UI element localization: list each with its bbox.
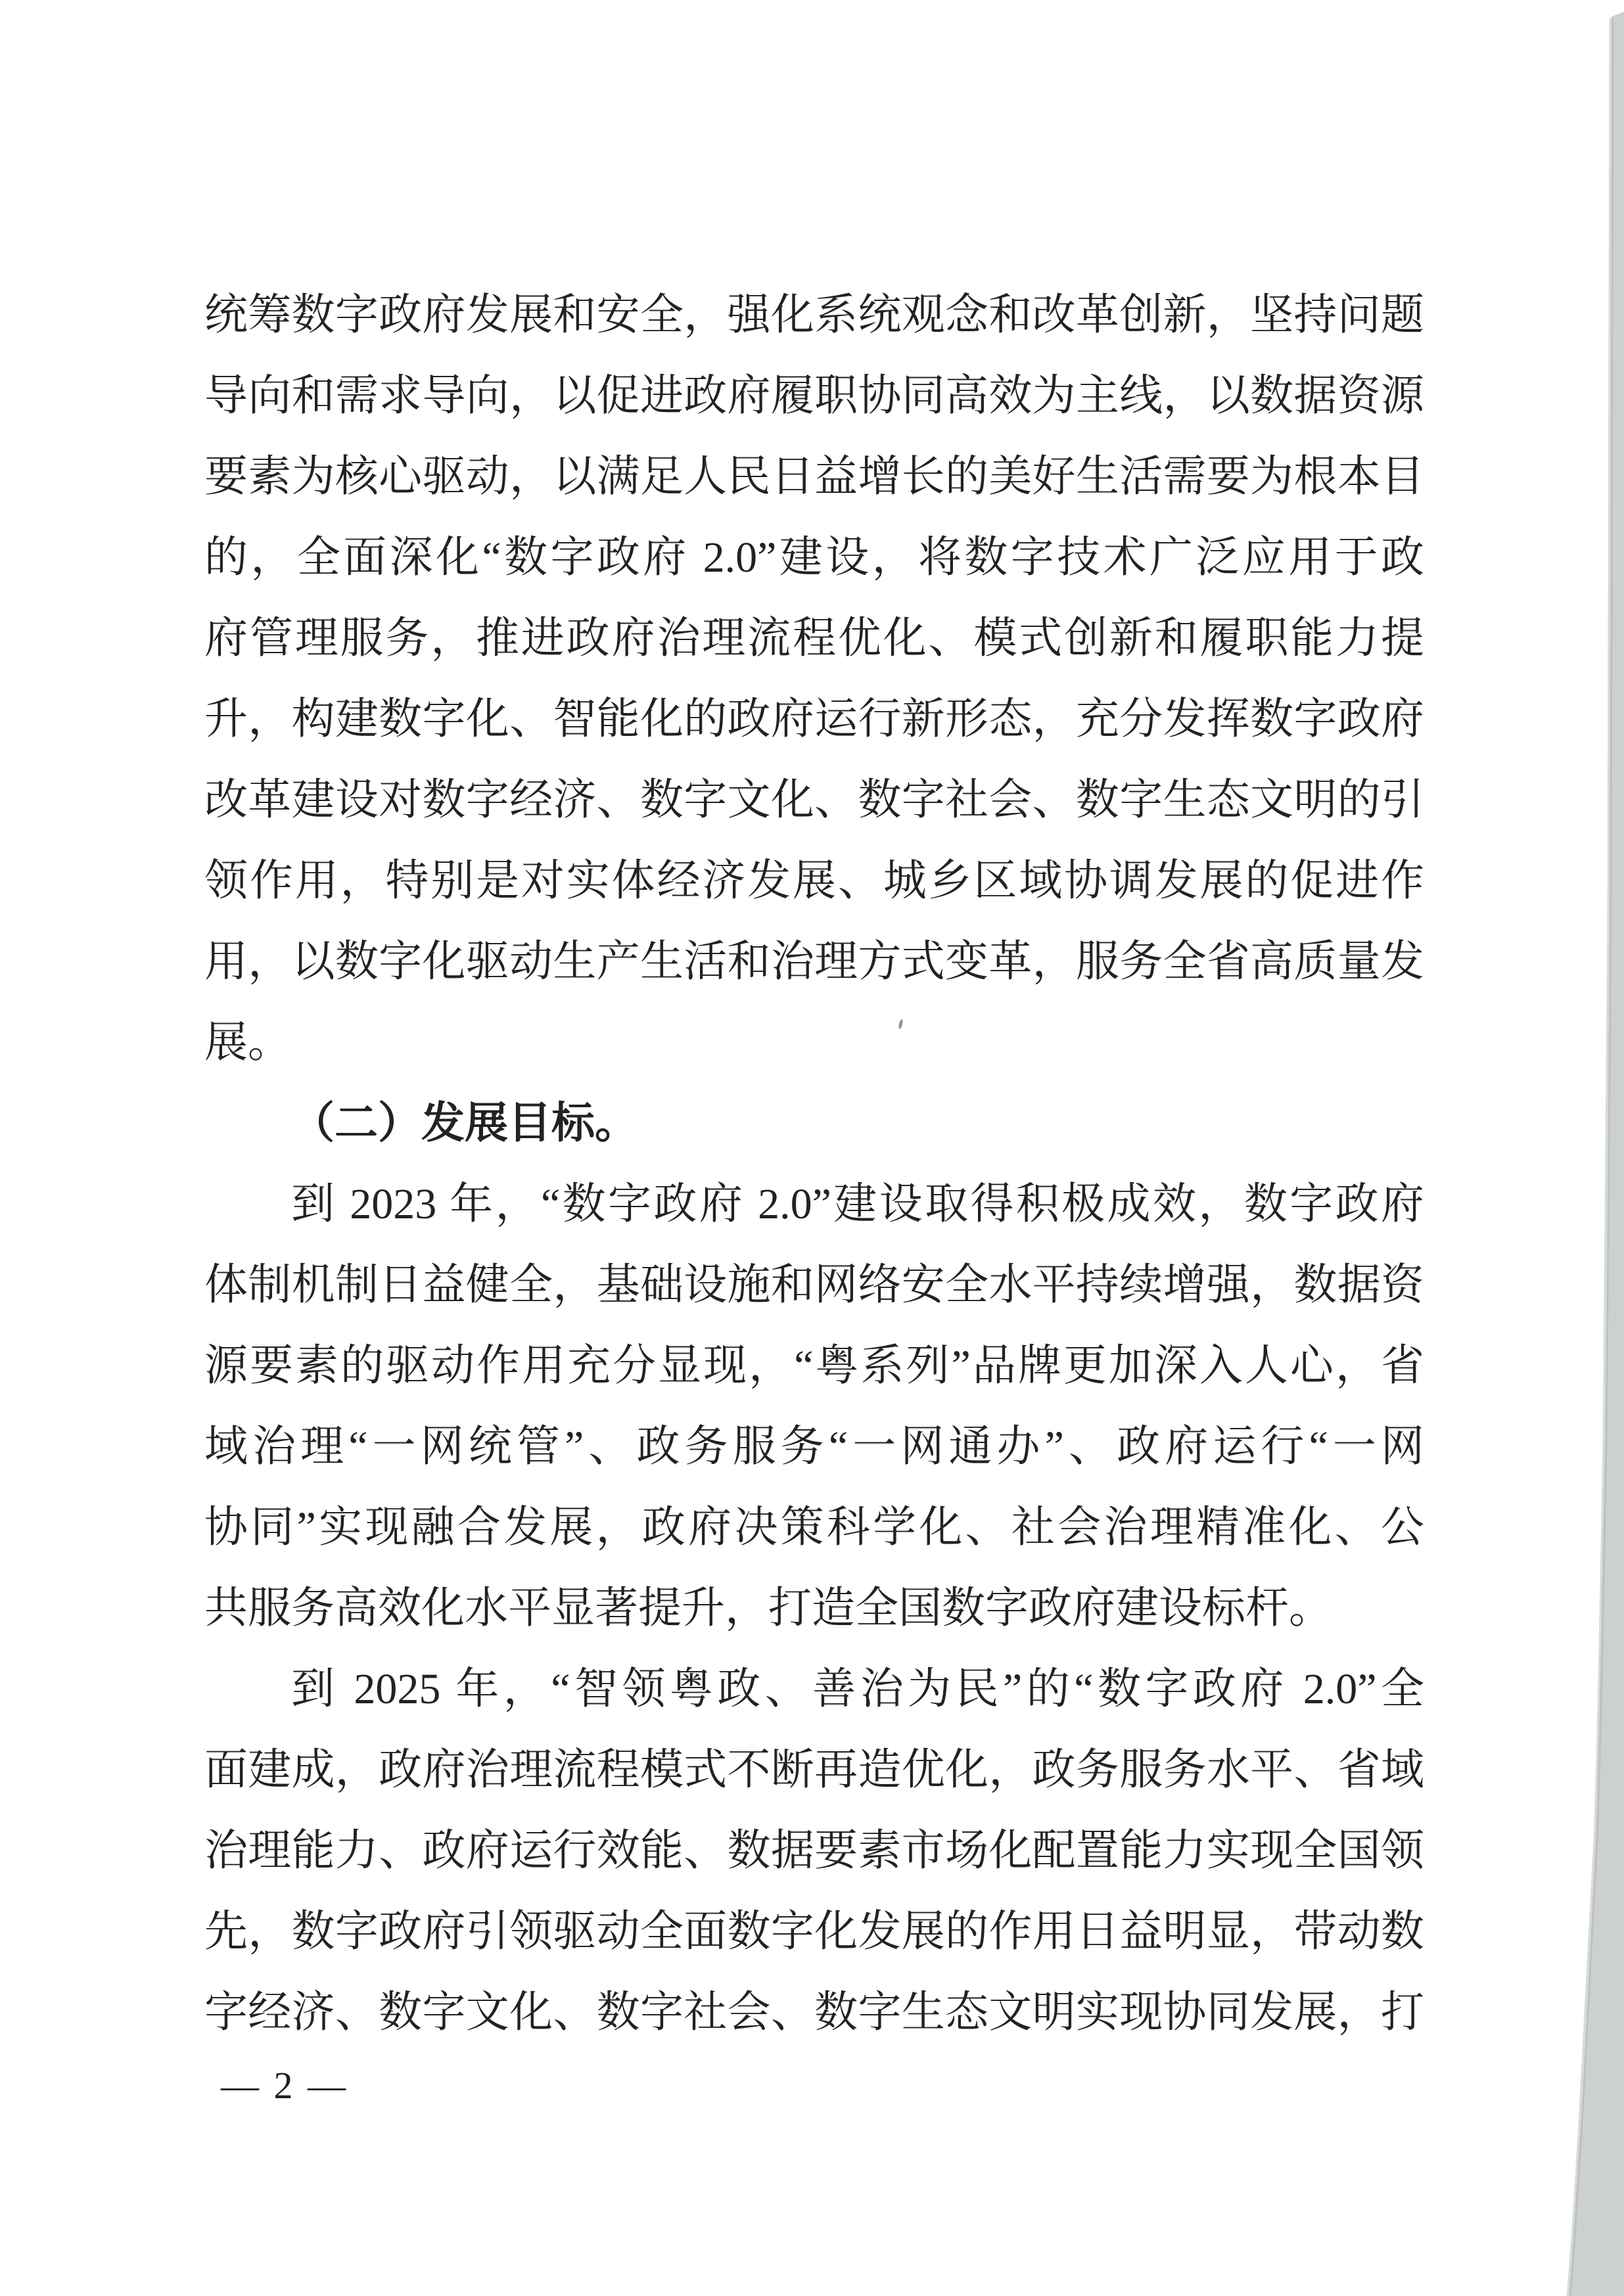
text-line: 源要素的驱动作用充分显现，“粤系列”品牌更加深入人心，省	[204, 1342, 1424, 1390]
text-line: 导向和需求导向，以促进政府履职协同高效为主线，以数据资源	[204, 372, 1424, 420]
text-line: 字经济、数字文化、数字社会、数字生态文明实现协同发展，打	[204, 1988, 1424, 2036]
text-line: 的，全面深化“数字政府 2.0”建设，将数字技术广泛应用于政	[204, 534, 1424, 582]
text-line: 体制机制日益健全，基础设施和网络安全水平持续增强，数据资	[204, 1261, 1424, 1309]
section-heading: （二）发展目标。	[291, 1099, 638, 1147]
text-line: 升，构建数字化、智能化的政府运行新形态，充分发挥数字政府	[204, 695, 1424, 743]
text-line: 展。	[204, 1019, 291, 1067]
text-line: 先，数字政府引领驱动全面数字化发展的作用日益明显，带动数	[204, 1908, 1424, 1956]
text-line: 要素为核心驱动，以满足人民日益增长的美好生活需要为根本目	[204, 453, 1424, 501]
text-line: 协同”实现融合发展，政府决策科学化、社会治理精准化、公	[204, 1504, 1424, 1551]
text-line: 用，以数字化驱动生产生活和治理方式变革，服务全省高质量发	[204, 938, 1424, 986]
text-line: 到 2025 年，“智领粤政、善治为民”的“数字政府 2.0”全	[291, 1665, 1424, 1713]
text-line: 面建成，政府治理流程模式不断再造优化，政务服务水平、省域	[204, 1746, 1424, 1794]
text-line: 统筹数字政府发展和安全，强化系统观念和改革创新，坚持问题	[204, 291, 1424, 339]
text-line: 府管理服务，推进政府治理流程优化、模式创新和履职能力提	[204, 614, 1424, 662]
text-line: 到 2023 年，“数字政府 2.0”建设取得积极成效，数字政府	[291, 1180, 1424, 1228]
text-line: 领作用，特别是对实体经济发展、城乡区域协调发展的促进作	[204, 857, 1424, 905]
scan-edge-shadow	[1569, 20, 1612, 2296]
page-number: — 2 —	[221, 2064, 348, 2107]
text-line: 改革建设对数字经济、数字文化、数字社会、数字生态文明的引	[204, 776, 1424, 824]
text-line: 域治理“一网统管”、政务服务“一网通办”、政府运行“一网	[204, 1423, 1424, 1471]
text-line: 治理能力、政府运行效能、数据要素市场化配置能力实现全国领	[204, 1827, 1424, 1875]
text-line: 共服务高效化水平显著提升，打造全国数字政府建设标杆。	[204, 1584, 1332, 1632]
scan-edge-fill	[1569, 12, 1624, 2296]
document-body	[204, 275, 1424, 2053]
